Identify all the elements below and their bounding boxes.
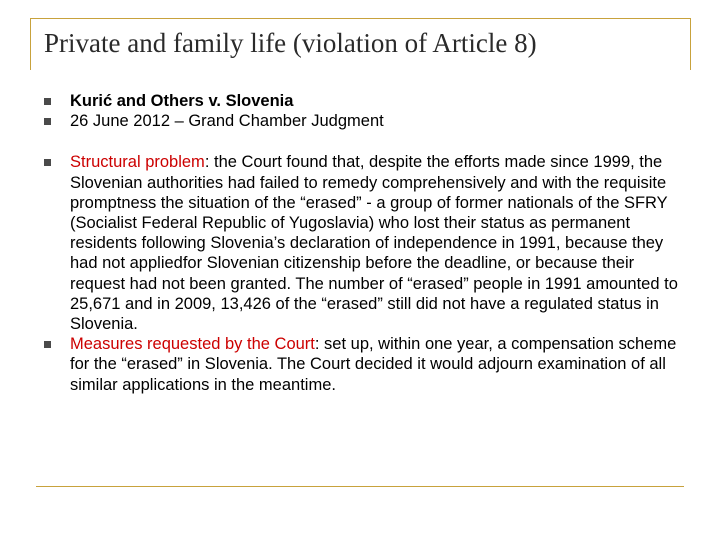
title-frame-right-line bbox=[690, 18, 691, 70]
square-bullet-icon bbox=[44, 341, 51, 348]
title-frame-left-line bbox=[30, 18, 31, 70]
measures-requested-text: : set up, within one year, a compensation scheme for the “erased” in Slovenia. The Court decided it would adjourn examination of all similar applications in the meantime. bbox=[70, 335, 677, 394]
spacer bbox=[42, 131, 682, 152]
title-frame-top-line bbox=[30, 18, 690, 19]
square-bullet-icon bbox=[44, 118, 51, 125]
bullet-item-structural-problem bbox=[42, 152, 682, 334]
bullet-item-case-name bbox=[42, 91, 682, 111]
case-name: Kurić and Others v. Slovenia bbox=[70, 92, 294, 110]
square-bullet-icon bbox=[44, 159, 51, 166]
measures-requested-label: Measures requested by the Court bbox=[70, 335, 315, 354]
judgment-date: 26 June 2012 – Grand Chamber Judgment bbox=[70, 112, 384, 131]
structural-problem-text: : the Court found that, despite the efforts made since 1999, the Slovenian authorities had failed to remedy comprehensively and with the requisite promptness the situation of the “erased” - a group of former nationals of the SFRY (Socialist Federal Republic of Yugoslavia) who lost their status as permanent residents following Slovenia’s declaration of independence in 1991, because they had not appliedfor Slovenian citizenship before the deadline, or because their request had not been granted. The number of “erased” people in 1991 amounted to 25,671 and in 2009, 13,426 of the “erased” still did not have a regulated status in Slovenia. bbox=[70, 153, 678, 334]
bottom-rule-line bbox=[36, 486, 684, 487]
bullet-item-judgment-date bbox=[42, 111, 682, 131]
slide-title: Private and family life (violation of Article 8) bbox=[44, 28, 537, 58]
structural-problem-label: Structural problem bbox=[70, 153, 205, 172]
bullet-list bbox=[42, 91, 682, 395]
bullet-item-measures-requested bbox=[42, 334, 682, 395]
square-bullet-icon bbox=[44, 98, 51, 105]
